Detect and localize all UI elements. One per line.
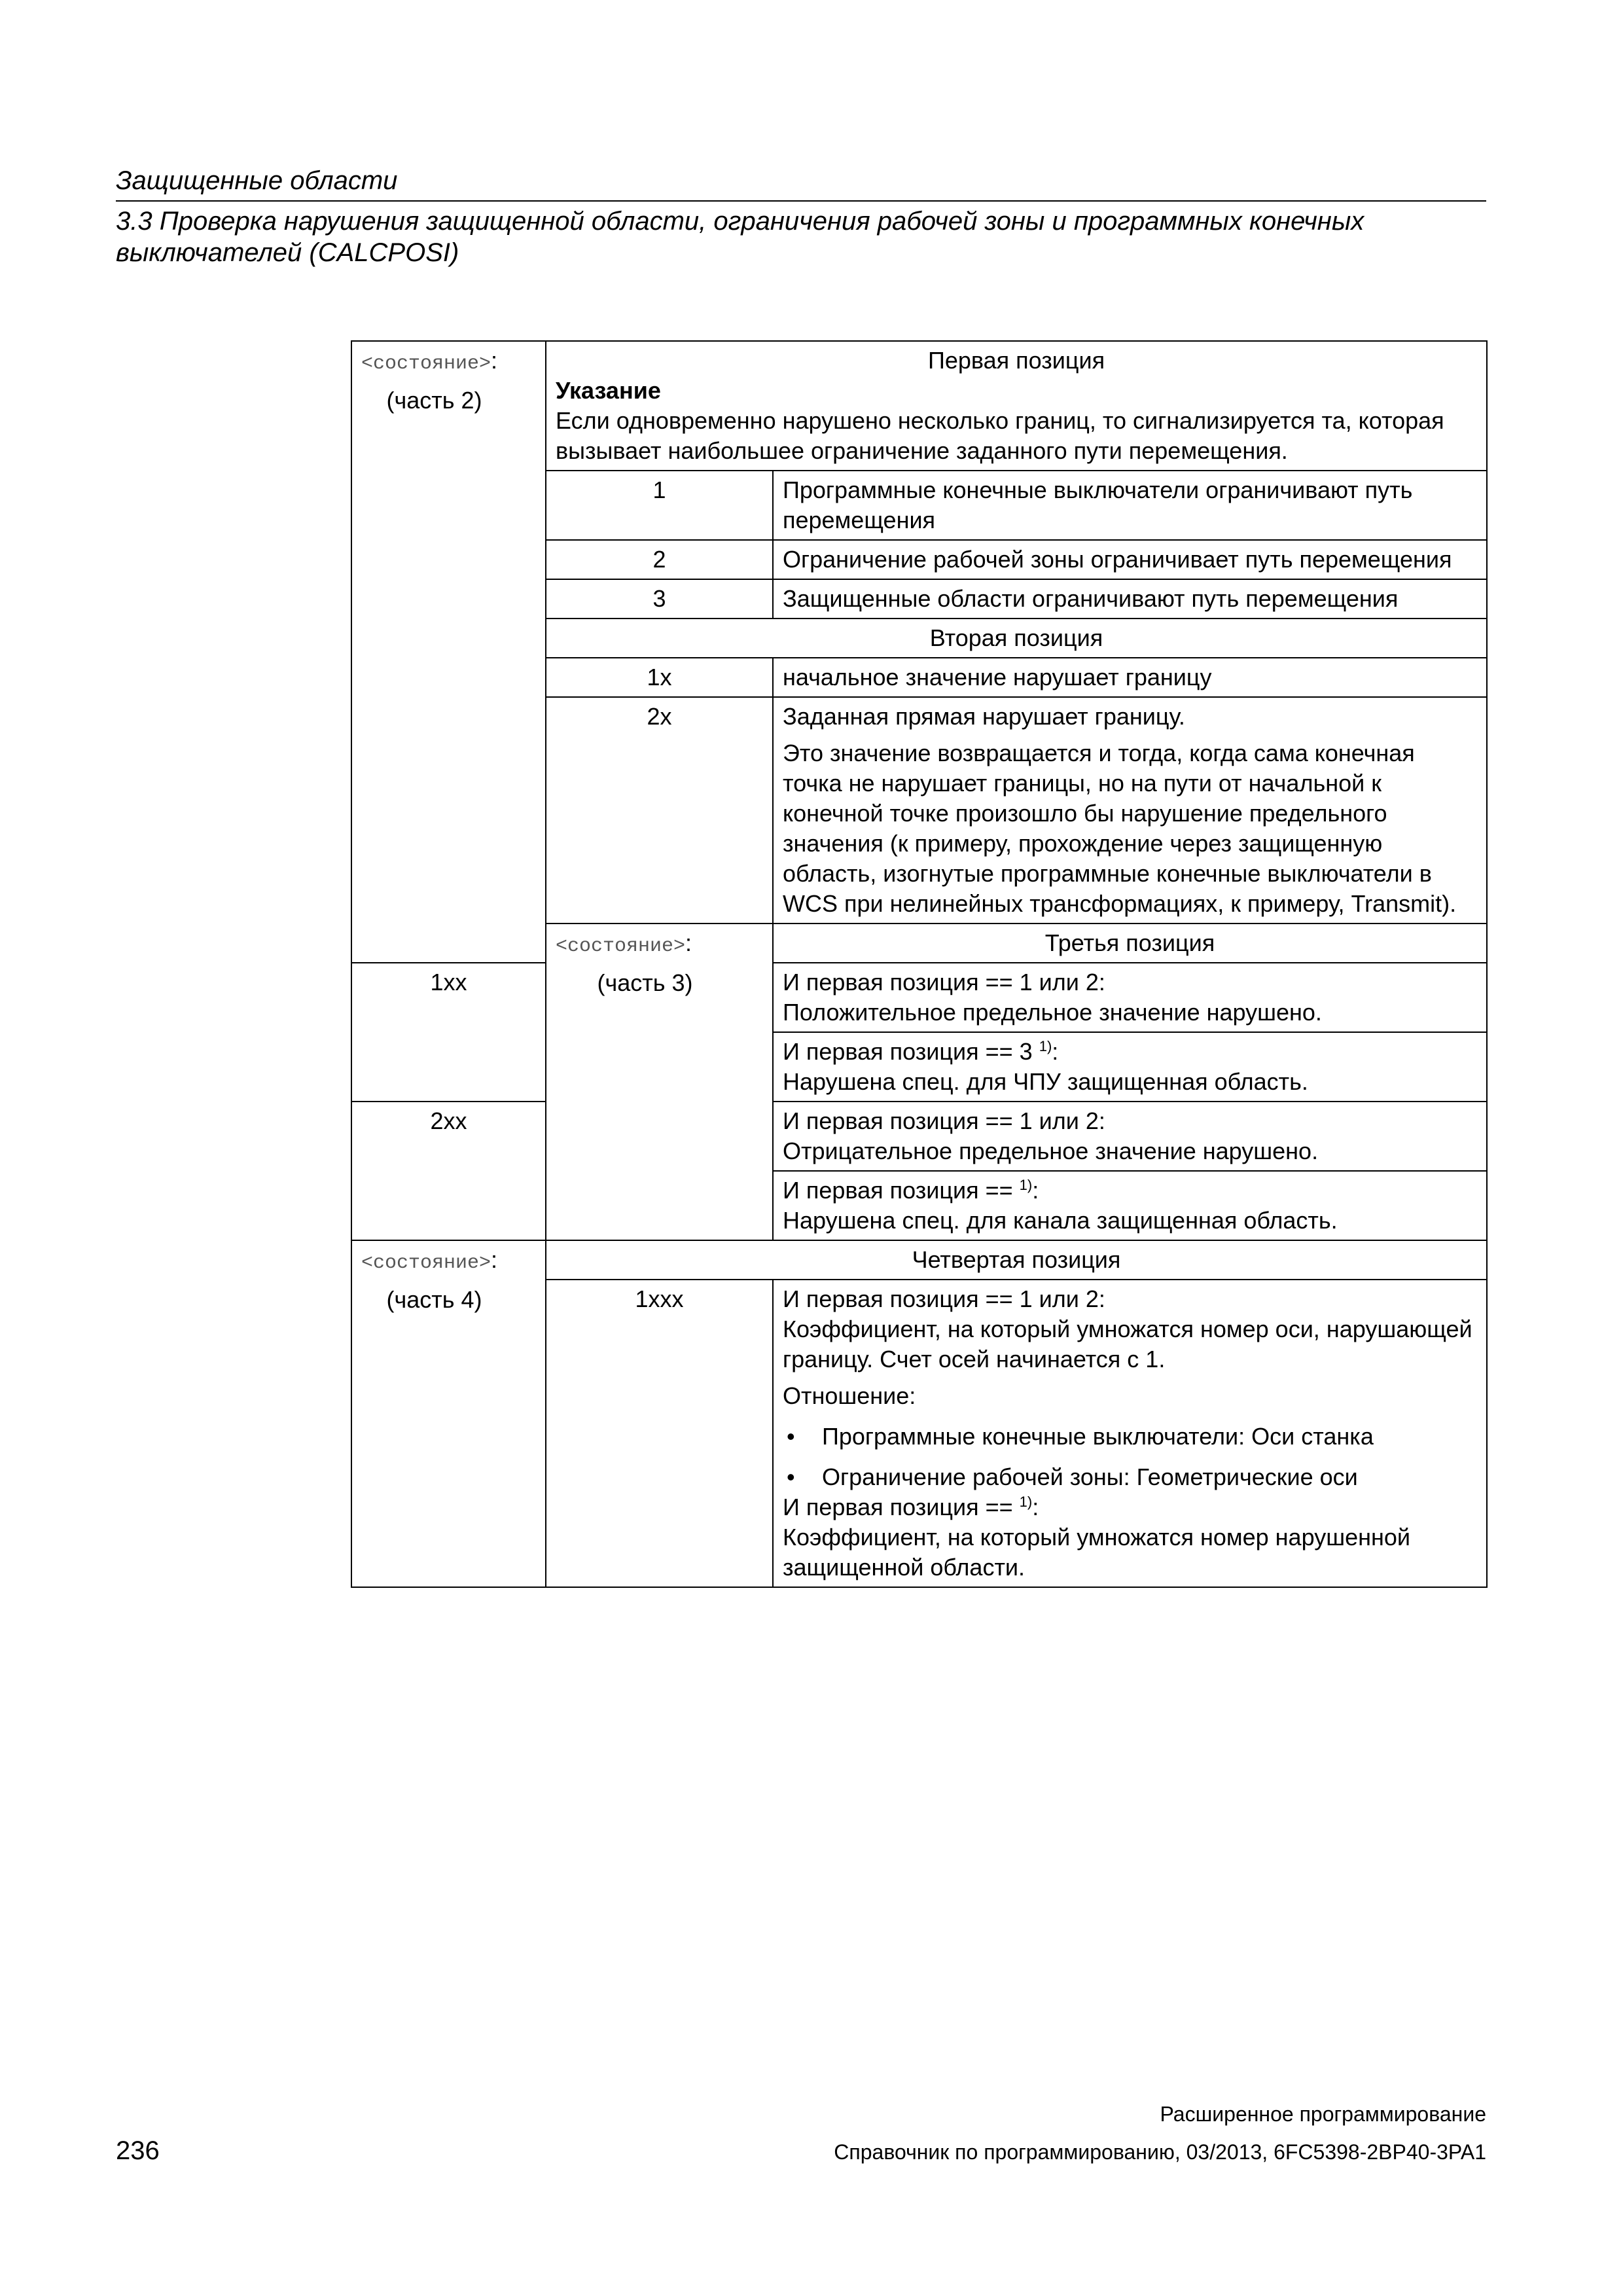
- description-line: Заданная прямая нарушает границу.: [783, 703, 1185, 730]
- state-cell-part2: <состояние>: (часть 2): [351, 341, 546, 963]
- description-cell: [773, 1171, 1487, 1240]
- first-position-heading: Первая позиция: [927, 347, 1105, 374]
- description-cell: [773, 963, 1487, 1032]
- status-table: [351, 340, 1488, 1588]
- code-cell: 3: [546, 579, 773, 619]
- description-line: И первая позиция == 1 или 2:: [783, 969, 1105, 996]
- third-position-heading: Третья позиция: [773, 924, 1487, 963]
- description-line: И первая позиция == 1 или 2:: [783, 1107, 1105, 1134]
- description-line: Отрицательное предельное значение нарушено.: [783, 1138, 1319, 1164]
- state-label: <состояние>: [361, 353, 491, 375]
- table-row: [351, 1240, 1487, 1280]
- code-cell: 1x: [546, 658, 773, 697]
- description-cell: [773, 1032, 1487, 1102]
- footnote-ref: 1): [1039, 1038, 1052, 1054]
- code-cell: 1: [546, 471, 773, 540]
- footer-book-title: Расширенное программирование: [1160, 2102, 1486, 2126]
- state-cell-part3: <состояние>: (часть 3): [546, 924, 773, 1240]
- description-line: Это значение возвращается и тогда, когда сама конечная точка не нарушает границы, но на пути от начальной к конечной точке произошло бы нарушение предельного значения (к примеру, прохождение через защищенную область, изогнутые программные конечные выключатели в WCS при нелинейных трансформациях, к примеру, Transmit).: [783, 740, 1457, 917]
- description-cell: начальное значение нарушает границу: [773, 658, 1487, 697]
- fourth-position-heading: Четвертая позиция: [546, 1240, 1487, 1280]
- description-cell: [773, 697, 1487, 924]
- description-line: И первая позиция == $^{1)}$:: [783, 1177, 1039, 1204]
- part-label: (часть 3): [597, 969, 693, 996]
- second-position-heading: Вторая позиция: [546, 619, 1487, 658]
- state-cell-part4: <состояние>: (часть 4): [351, 1240, 546, 1587]
- description-cell: Программные конечные выключатели ограничивают путь перемещения: [773, 471, 1487, 540]
- description-line: И первая позиция == 1 или 2:: [783, 1285, 1105, 1312]
- description-line: Коэффициент, на который умножатся номер оси, нарушающей границу. Счет осей начинается с 1.: [783, 1316, 1472, 1372]
- code-cell: 2x: [546, 697, 773, 924]
- footnote-ref: 1): [1019, 1177, 1033, 1193]
- state-label: <состояние>: [556, 935, 686, 958]
- code-cell: 1xxx: [546, 1280, 773, 1587]
- part-label: (часть 2): [386, 387, 482, 414]
- description-cell: Ограничение рабочей зоны ограничивает путь перемещения: [773, 540, 1487, 579]
- table-row: [351, 963, 1487, 1032]
- description-cell: Защищенные области ограничивают путь перемещения: [773, 579, 1487, 619]
- header-rule: [116, 200, 1486, 202]
- note-text: Если одновременно нарушено несколько границ, то сигнализируется та, которая вызывает наибольшее ограничение заданного пути перемещения.: [556, 407, 1444, 464]
- chapter-title: 3.3 Проверка нарушения защищенной области, ограничения рабочей зоны и программных конечных выключателей (CALCPOSI): [116, 207, 1364, 267]
- code-cell: 2: [546, 540, 773, 579]
- state-label: <состояние>: [361, 1252, 491, 1274]
- description-line: Положительное предельное значение нарушено.: [783, 999, 1322, 1026]
- note-title: Указание: [556, 377, 661, 404]
- description-line: Нарушена спец. для канала защищенная область.: [783, 1207, 1338, 1234]
- description-line: Нарушена спец. для ЧПУ защищенная область.: [783, 1068, 1308, 1095]
- footer-reference: Справочник по программированию, 03/2013, 6FC5398-2BP40-3PA1: [834, 2140, 1486, 2164]
- code-cell: 1xx: [351, 963, 546, 1102]
- table-row: [351, 341, 1487, 471]
- description-line: Отношение:: [783, 1382, 916, 1409]
- part-label: (часть 4): [386, 1286, 482, 1313]
- bullet-item: • Программные конечные выключатели: Оси станка: [783, 1422, 1477, 1452]
- description-line: И первая позиция == $^{1)}$:: [783, 1494, 1039, 1520]
- table-row: [351, 1102, 1487, 1171]
- section-title: Защищенные области: [116, 166, 398, 195]
- description-cell: [773, 1102, 1487, 1171]
- bullet-item: • Ограничение рабочей зоны: Геометрические оси: [783, 1462, 1477, 1492]
- description-line: Коэффициент, на который умножатся номер нарушенной защищенной области.: [783, 1524, 1410, 1581]
- first-position-cell: [546, 341, 1487, 471]
- code-cell: 2xx: [351, 1102, 546, 1240]
- description-line: И первая позиция == 3 $^{1)}$:: [783, 1038, 1059, 1065]
- footnote-ref: 1): [1019, 1494, 1033, 1510]
- description-cell: [773, 1280, 1487, 1587]
- page-number: 236: [116, 2136, 160, 2165]
